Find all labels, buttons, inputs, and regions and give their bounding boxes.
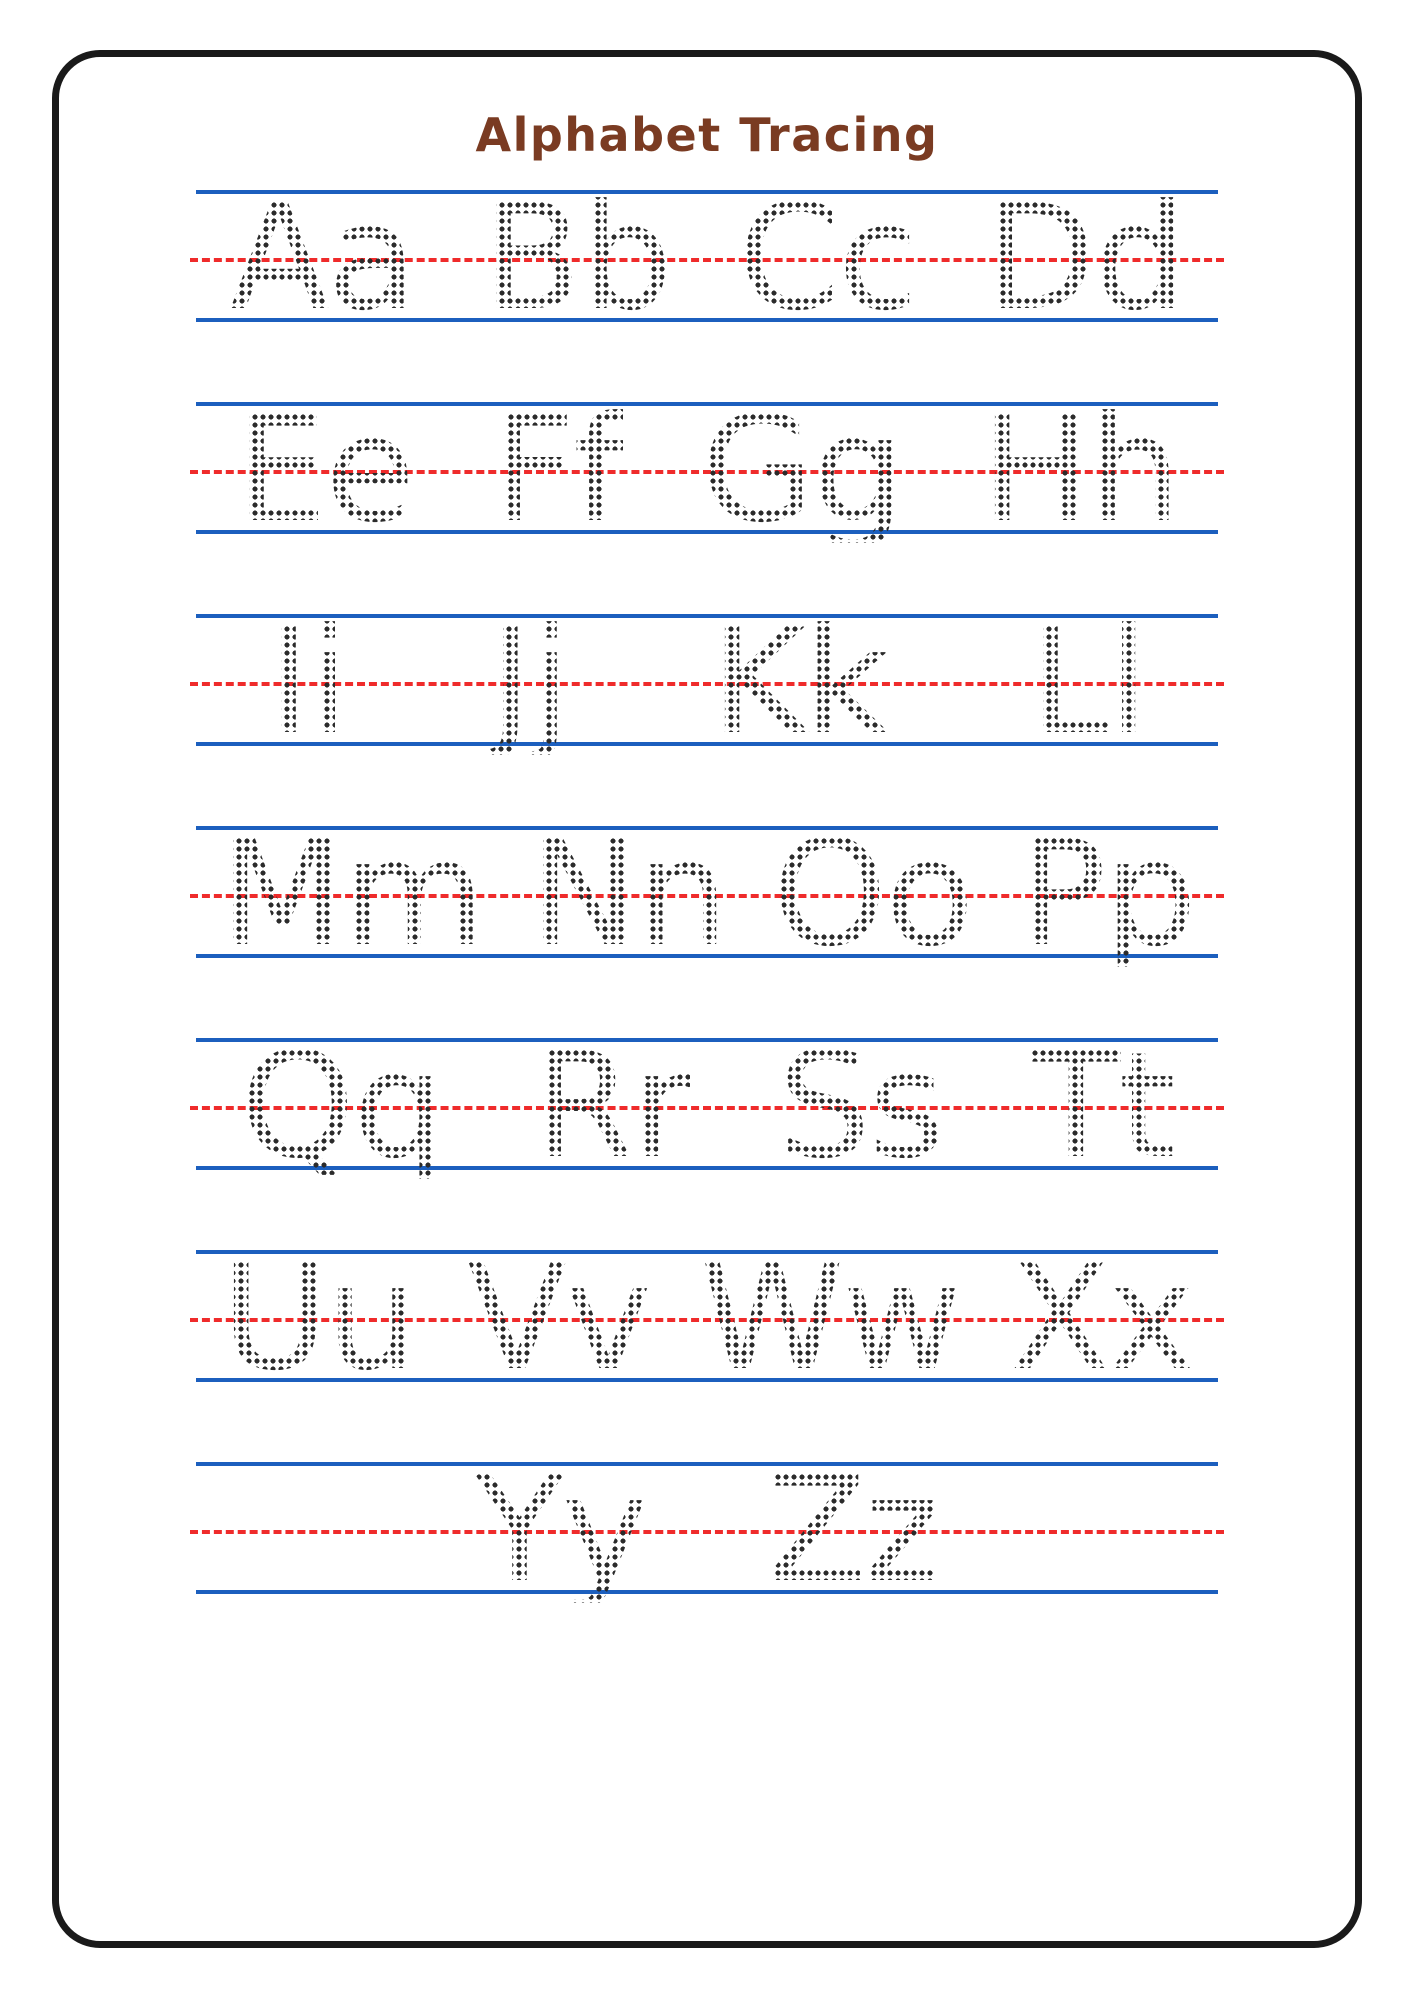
letter-pair-rr: Rr [532,1021,690,1191]
guide-line-bottom [196,1378,1218,1382]
letter-pair-bb: Bb [482,173,671,343]
letter-pair-ll: Ll [1028,597,1147,767]
letter-pair-kk: Kk [710,597,887,767]
guide-line-middle-dashed [190,894,1224,898]
letter-pair-jj: Jj [488,597,569,767]
guide-line-bottom [196,318,1218,322]
guide-line-middle-dashed [190,1318,1224,1322]
guide-line-middle-dashed [190,470,1224,474]
tracing-row-ijkl [0,597,1414,767]
guide-line-top [196,614,1218,618]
guide-line-bottom [196,742,1218,746]
letter-pair-vv: Vv [467,1233,650,1403]
tracing-row-yz [0,1445,1414,1615]
tracing-row-abcd [0,173,1414,343]
letter-pair-ww: Ww [699,1233,960,1403]
guide-line-bottom [196,954,1218,958]
letter-pair-nn: Nn [528,809,727,979]
letter-pair-gg: Gg [700,385,903,555]
letter-pair-hh: Hh [980,385,1179,555]
tracing-row-qrst [0,1021,1414,1191]
guide-line-bottom [196,1166,1218,1170]
letter-pair-pp: Pp [1018,809,1196,979]
guide-line-bottom [196,1590,1218,1594]
letter-pair-ee: Ee [235,385,414,555]
letter-pair-ss: Ss [778,1021,943,1191]
guide-line-top [196,826,1218,830]
letter-pair-dd: Dd [983,173,1185,343]
guide-line-middle-dashed [190,1530,1224,1534]
guide-line-top [196,1462,1218,1466]
letter-pair-zz: Zz [766,1445,940,1615]
letter-pair-ii: Ii [267,597,347,767]
tracing-row-mnop [0,809,1414,979]
guide-line-bottom [196,530,1218,534]
guide-line-middle-dashed [190,1106,1224,1110]
guide-line-top [196,1038,1218,1042]
guide-line-middle-dashed [190,258,1224,262]
guide-line-top [196,190,1218,194]
letter-pair-yy: Yy [474,1445,647,1615]
guide-line-top [196,402,1218,406]
letter-pair-cc: Cc [737,173,917,343]
tracing-rows [0,173,1414,1615]
letter-pair-oo: Oo [772,809,973,979]
letter-pair-mm: Mm [218,809,484,979]
guide-line-middle-dashed [190,682,1224,686]
letter-pair-tt: Tt [1031,1021,1174,1191]
tracing-row-efgh [0,385,1414,555]
letter-pair-qq: Qq [240,1021,444,1191]
letter-pair-ff: Ff [491,385,623,555]
letter-pair-aa: Aa [229,173,415,343]
tracing-row-uvwx [0,1233,1414,1403]
letter-pair-xx: Xx [1010,1233,1193,1403]
guide-line-top [196,1250,1218,1254]
page-title: Alphabet Tracing [475,108,939,162]
letter-pair-uu: Uu [221,1233,417,1403]
